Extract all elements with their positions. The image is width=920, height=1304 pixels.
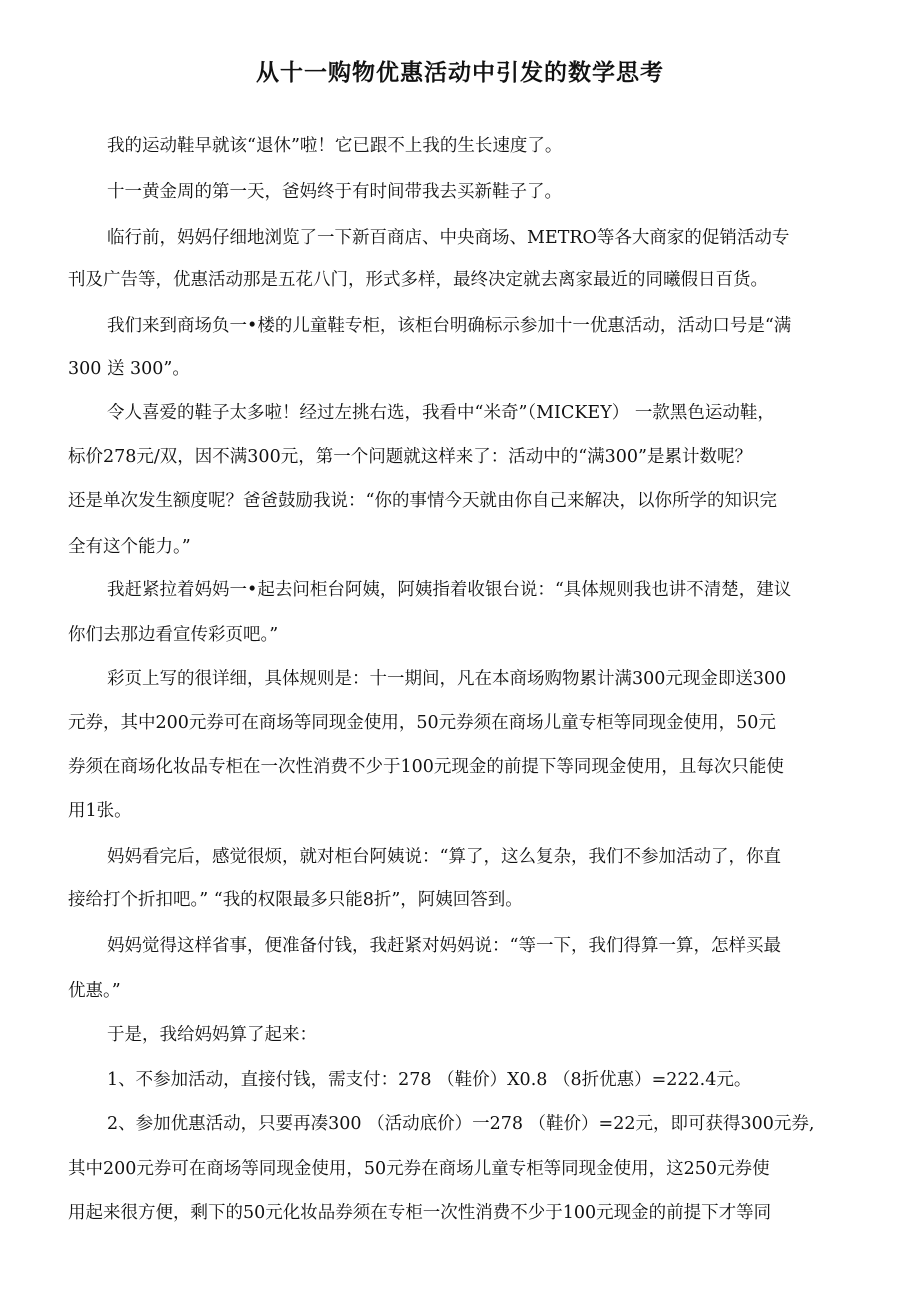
text-line: 我的运动鞋早就该“退休”啦！它已跟不上我的生长速度了。 [107,136,563,156]
text-line: 全有这个能力。” [68,537,191,557]
text-line: 妈妈觉得这样省事，便准备付钱，我赶紧对妈妈说：“等一下，我们得算一算，怎样买最 [107,936,781,956]
text-line: 彩页上写的很详细，具体规则是：十一期间，凡在本商场购物累计满300元现金即送300 [107,669,787,689]
text-line: 1、不参加活动，直接付钱，需支付：278 （鞋价）X0.8 （8折优惠）=222.4元。 [107,1070,752,1090]
text-line: 妈妈看完后，感觉很烦，就对柜台阿姨说：“算了，这么复杂，我们不参加活动了，你直 [107,847,781,867]
text-line: 其中200元券可在商场等同现金使用，50元券在商场儿童专柜等同现金使用，这250元券使 [68,1159,770,1179]
text-line: 用起来很方便，剩下的50元化妆品券须在专柜一次性消费不少于100元现金的前提下才等同 [68,1203,772,1223]
text-line: 300 送 300”。 [68,359,190,379]
text-line: 还是单次发生额度呢？爸爸鼓励我说：“你的事情今天就由你自己来解决，以你所学的知识完 [68,491,777,511]
text-line: 令人喜爱的鞋子太多啦！经过左挑右选，我看中“米奇”（MICKEY） 一款黑色运动鞋， [107,403,775,423]
text-line: 于是，我给妈妈算了起来： [107,1025,317,1045]
text-line: 2、参加优惠活动，只要再凑300 （活动底价）一278 （鞋价）=22元，即可获得300元券, [107,1114,815,1134]
text-line: 券须在商场化妆品专柜在一次性消费不少于100元现金的前提下等同现金使用，且每次只能使 [68,757,784,777]
page-title: 从十一购物优惠活动中引发的数学思考 [256,59,664,86]
text-line: 刊及广告等，优惠活动那是五花八门，形式多样，最终决定就去离家最近的同曦假日百货。 [68,270,768,290]
text-line: 十一黄金周的第一天，爸妈终于有时间带我去买新鞋子了。 [107,182,562,202]
text-line: 优惠。” [68,981,121,1001]
text-line: 标价278元/双，因不满300元，第一个问题就这样来了：活动中的“满300”是累计数呢？ [68,447,752,467]
text-line: 你们去那边看宣传彩页吧。” [68,625,279,645]
text-line: 用1张。 [68,801,132,821]
text-line: 我们来到商场负一•楼的儿童鞋专柜，该柜台明确标示参加十一优惠活动，活动口号是“满 [107,316,792,336]
text-line: 接给打个折扣吧。” “我的权限最多只能8折”，阿姨回答到。 [68,890,523,910]
text-line: 元券，其中200元券可在商场等同现金使用，50元券须在商场儿童专柜等同现金使用，50元 [68,713,776,733]
text-line: 临行前，妈妈仔细地浏览了一下新百商店、中央商场、METRO等各大商家的促销活动专 [107,228,790,248]
text-line: 我赶紧拉着妈妈一•起去问柜台阿姨，阿姨指着收银台说：“具体规则我也讲不清楚，建议 [107,580,792,600]
